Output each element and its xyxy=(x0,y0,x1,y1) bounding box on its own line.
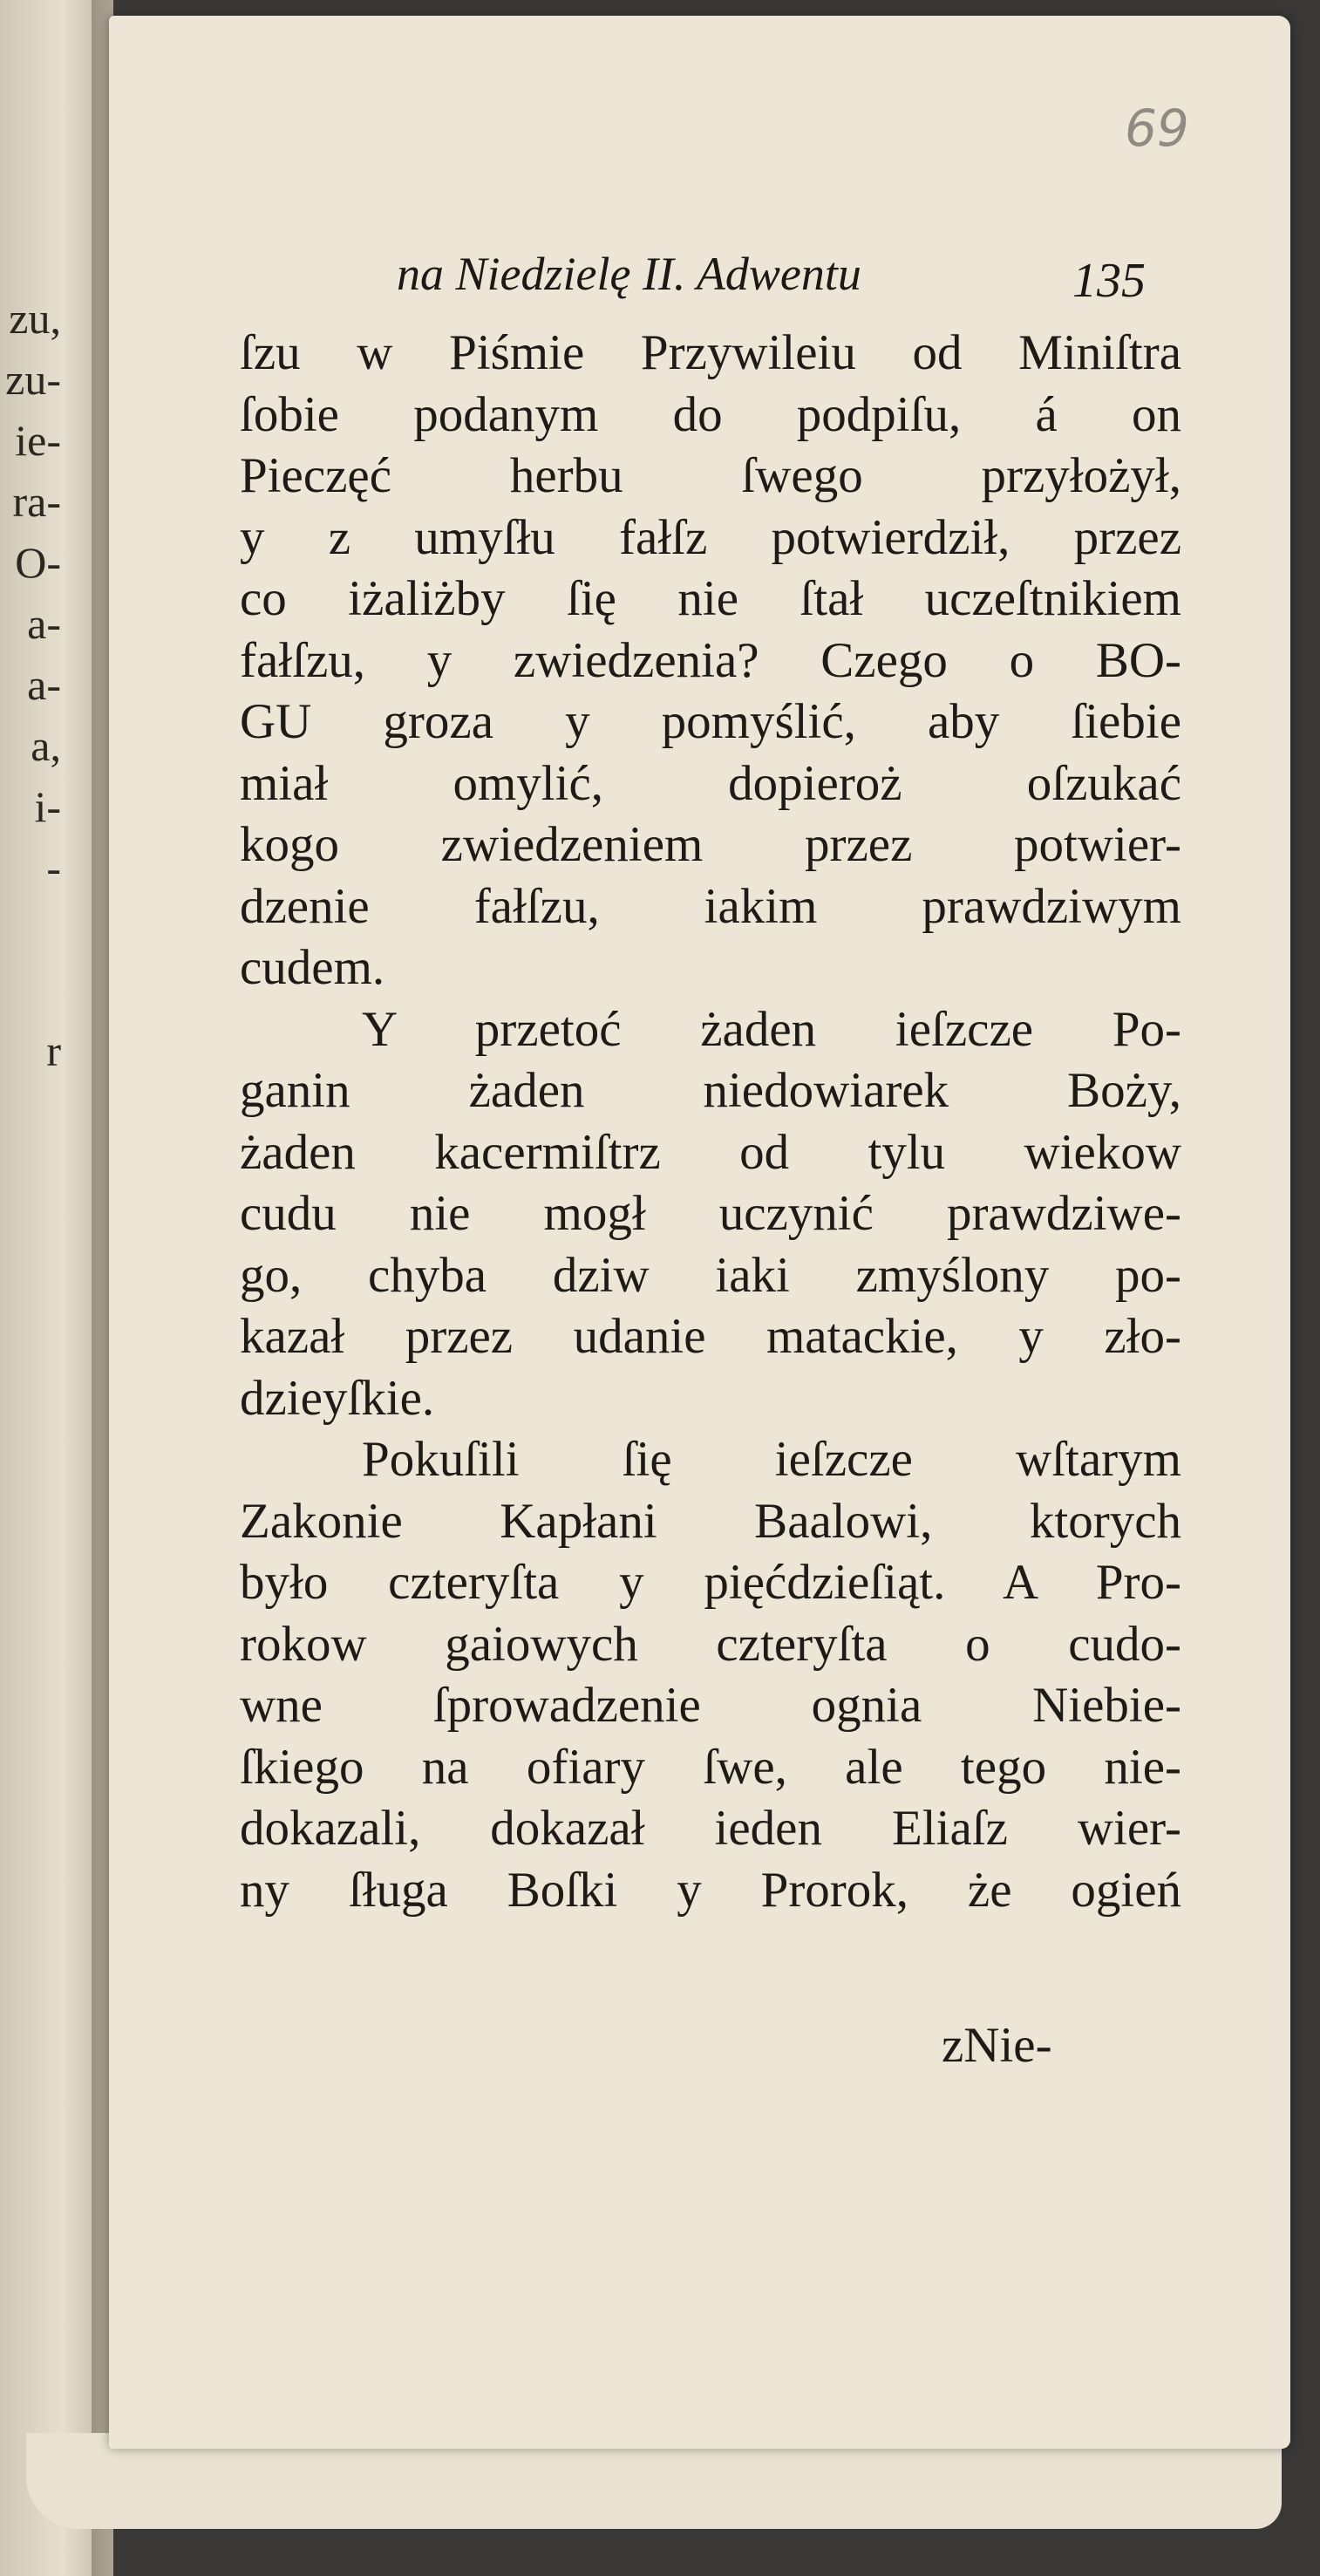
fragment-line: i- xyxy=(34,782,61,831)
fragment-line: zu- xyxy=(5,355,61,404)
text-line: kogo zwiedzeniem przez potwier- xyxy=(240,817,1181,872)
text-line: fałſzu, y zwiedzenia? Czego o BO- xyxy=(240,632,1181,688)
text-line: Pokuſili ſię ieſzcze wſtarym xyxy=(362,1432,1181,1487)
fragment-line xyxy=(0,959,61,1020)
text-line: GU groza y pomyślić, aby ſiebie xyxy=(240,694,1181,749)
fragment-line: ra- xyxy=(12,477,61,526)
fragment-line: ie- xyxy=(15,416,61,465)
text-line: cudem. xyxy=(240,940,385,995)
fragment-line: - xyxy=(46,843,61,892)
text-line: dzieyſkie. xyxy=(240,1370,435,1426)
text-line: wne ſprowadzenie ognia Niebie- xyxy=(240,1678,1181,1733)
book-page xyxy=(109,16,1290,2449)
text-line: ſzu w Piśmie Przywileiu od Miniſtra xyxy=(240,325,1181,380)
left-page-fragments xyxy=(0,288,61,1142)
text-line: było czteryſta y pięćdzieſiąt. A Pro- xyxy=(240,1555,1181,1610)
text-line: cudu nie mogł uczynić prawdziwe- xyxy=(240,1186,1181,1241)
text-line: rokow gaiowych czteryſta o cudo- xyxy=(240,1616,1181,1672)
text-line: Zakonie Kapłani Baalowi, ktorych xyxy=(240,1493,1181,1549)
fragment-line: O- xyxy=(15,538,61,587)
catchword: zNie- xyxy=(942,2018,1052,2073)
fragment-line: a, xyxy=(31,721,61,770)
text-line: Y przetoć żaden ieſzcze Po- xyxy=(362,1001,1181,1057)
text-line: go, chyba dziw iaki zmyślony po- xyxy=(240,1247,1181,1303)
text-line: ganin żaden niedowiarek Boży, xyxy=(240,1063,1181,1118)
text-line: ſobie podanym do podpiſu, á on xyxy=(240,386,1181,442)
fragment-line: zu, xyxy=(9,294,61,343)
text-line: ny ſługa Boſki y Prorok, że ogień xyxy=(240,1862,1181,1918)
text-line: ſkiego na ofiary ſwe, ale tego nie- xyxy=(240,1739,1181,1795)
page-number: 135 xyxy=(1072,254,1146,308)
text-line: dzenie fałſzu, iakim prawdziwym xyxy=(240,878,1181,934)
text-line: dokazali, dokazał ieden Eliaſz wier- xyxy=(240,1801,1181,1856)
fragment-line xyxy=(0,1081,61,1142)
text-line: co iżaliżby ſię nie ſtał uczeſtnikiem xyxy=(240,571,1181,626)
fragment-line xyxy=(0,898,61,959)
fragment-line: a- xyxy=(27,599,61,648)
folio-mark: 69 xyxy=(1125,99,1189,158)
text-line: kazał przez udanie matackie, y zło- xyxy=(240,1309,1181,1364)
text-line: y z umyſłu fałſz potwierdził, przez xyxy=(240,509,1181,565)
fragment-line: r xyxy=(46,1026,61,1075)
fragment-line: a- xyxy=(27,660,61,709)
text-line: miał omylić, dopieroż oſzukać xyxy=(240,755,1181,811)
body-text xyxy=(240,323,1181,1921)
running-head: na Niedzielę II. Adwentu xyxy=(397,248,861,300)
text-line: Pieczęć herbu ſwego przyłożył, xyxy=(240,448,1181,503)
text-line: żaden kacermiſtrz od tylu wiekow xyxy=(240,1124,1181,1180)
